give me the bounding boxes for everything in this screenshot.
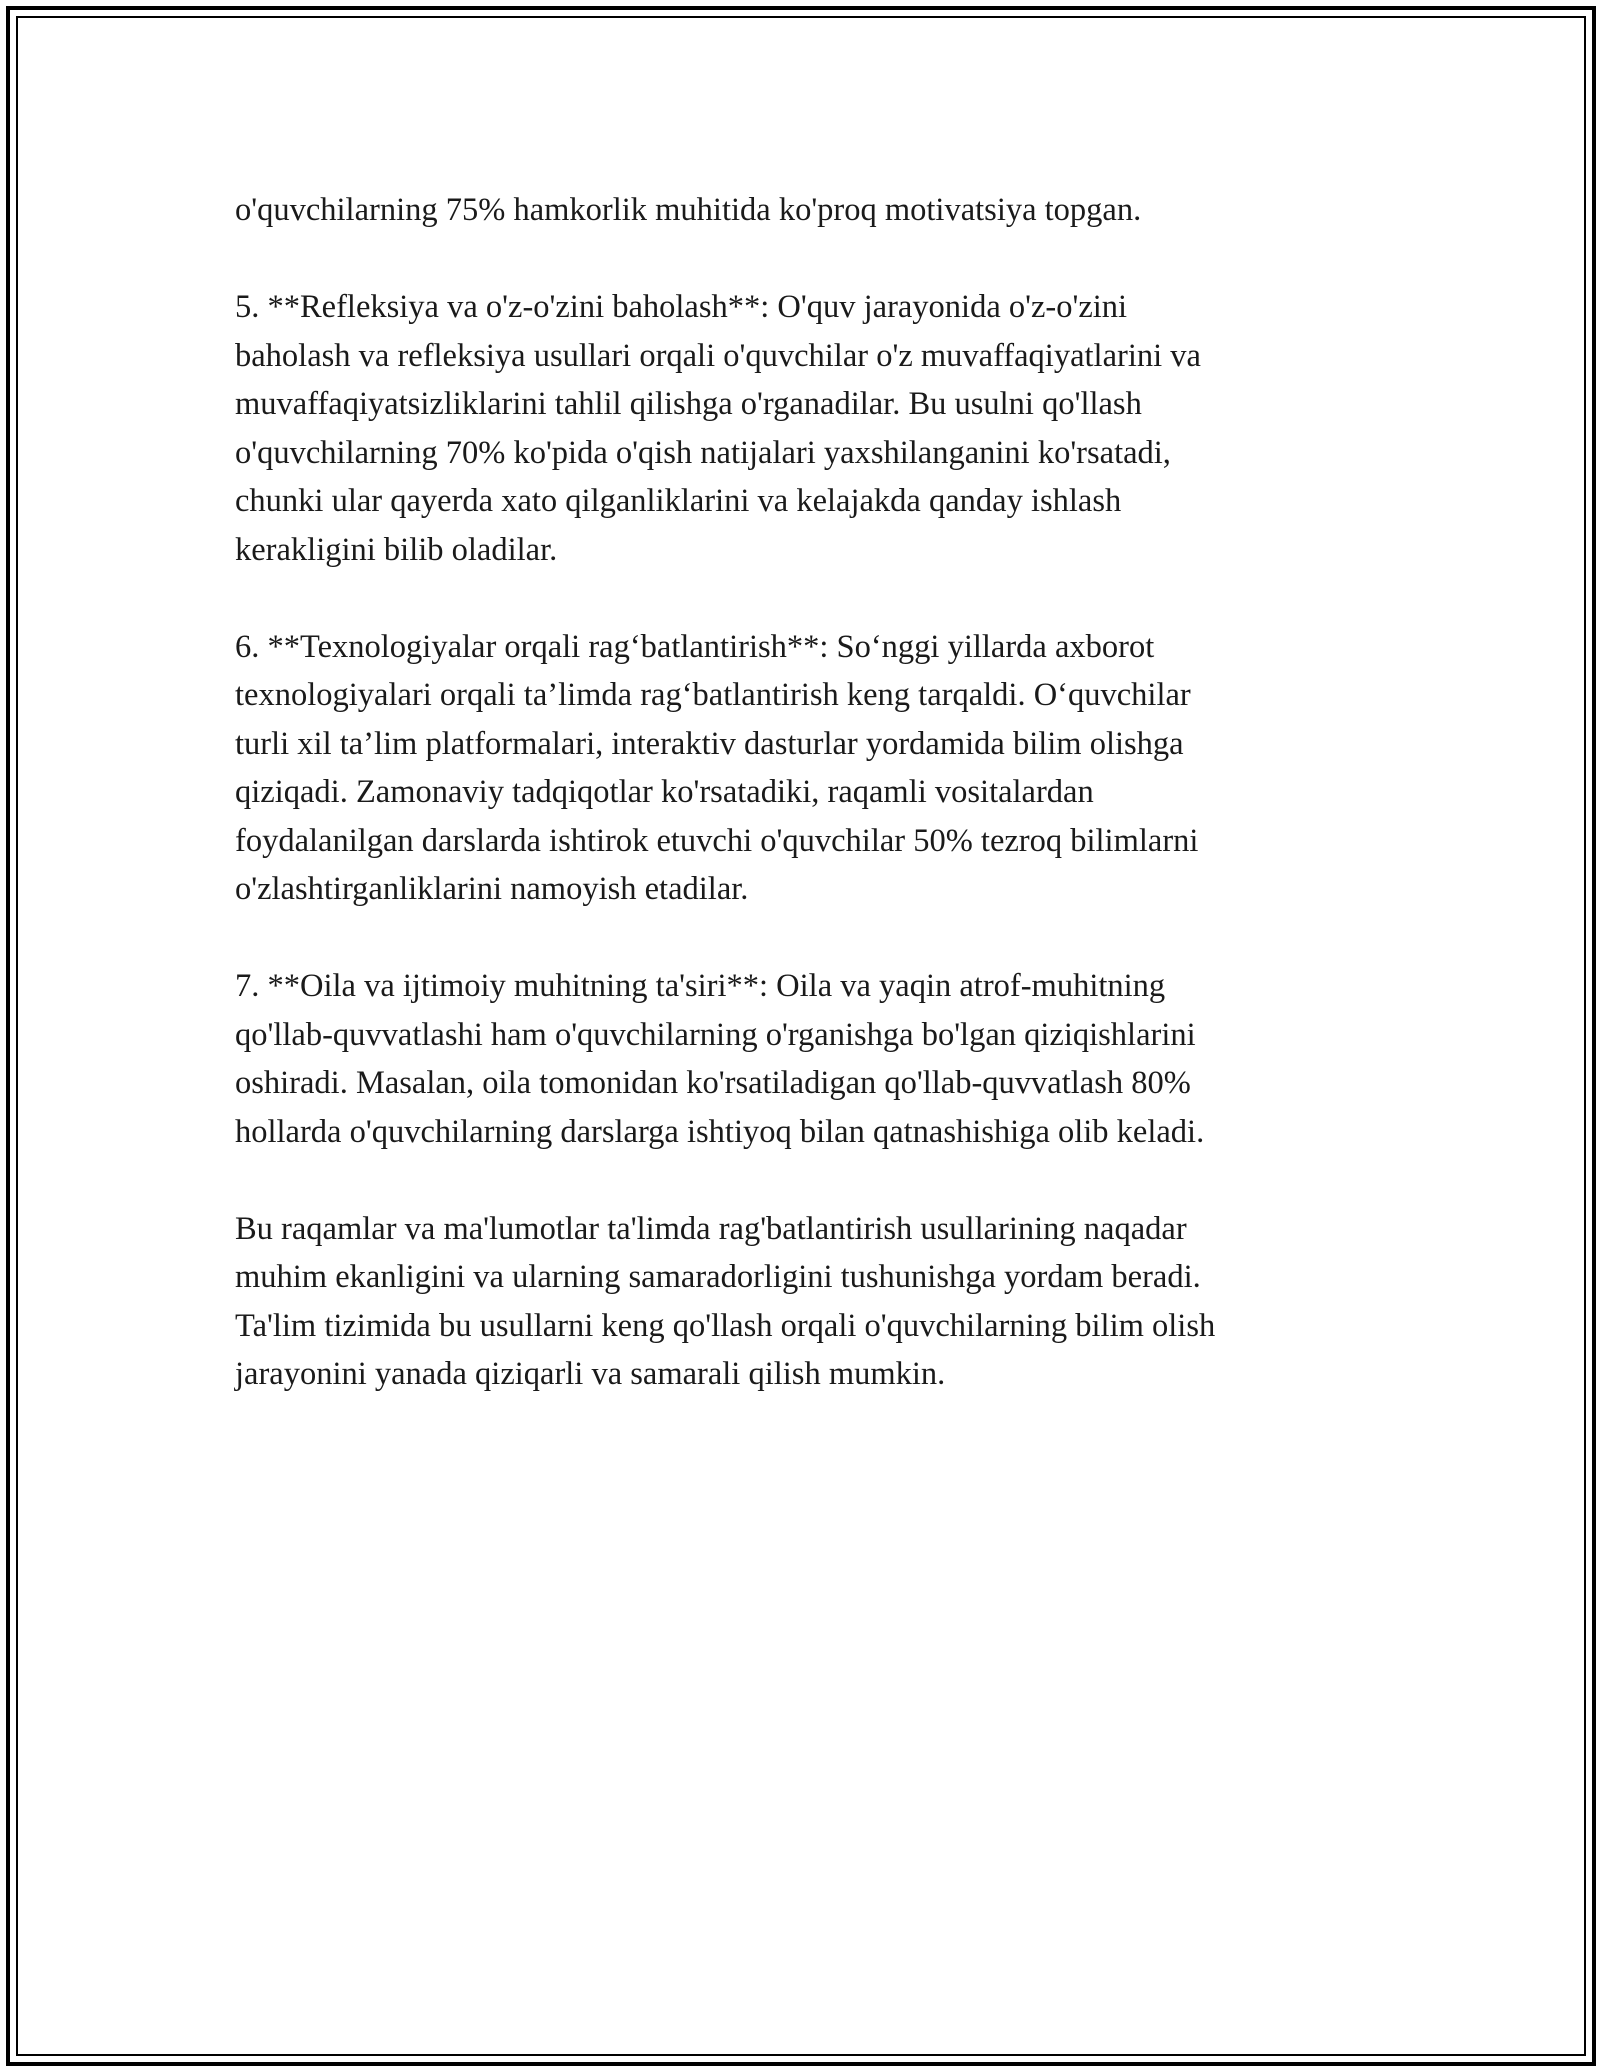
paragraph-conclusion: Bu raqamlar va ma'lumotlar ta'limda rag'batlantirish usullarining naqadar muhim ekanligini va ularning samaradorligini tushunishga yordam beradi. Ta'lim tizimida bu usullarni keng qo'llash orqali o'quvchilarning bilim olish jarayonini yanada qiziqarli va samarali qilish mumkin. (235, 1210, 1216, 1392)
paragraph-continuation: o'quvchilarning 75% hamkorlik muhitida ko'proq motivatsiya topgan. (235, 192, 1142, 228)
paragraph-item-6: 6. **Texnologiyalar orqali rag‘batlantirish**: So‘nggi yillarda axborot texnologiyalari orqali ta’limda rag‘batlantirish keng tarqaldi. O‘quvchilar turli xil ta’lim platformalari, interaktiv dasturlar yordamida bilim olishga qiziqadi. Zamonaviy tadqiqotlar ko'rsatadiki, raqamli vositalardan foydalanilgan darslarda ishtirok etuvchi o'quvchilar 50% tezroq bilimlarni o'zlashtirganliklarini namoyish etadilar. (235, 628, 1199, 907)
document-body (235, 186, 1365, 1447)
paragraph-item-7: 7. **Oila va ijtimoiy muhitning ta'siri**: Oila va yaqin atrof-muhitning qo'llab-quvvatlashi ham o'quvchilarning o'rganishga bo'lgan qiziqishlarini oshiradi. Masalan, oila tomonidan ko'rsatiladigan qo'llab-quvvatlash 80% hollarda o'quvchilarning darslarga ishtiyoq bilan qatnashishiga olib keladi. (235, 968, 1205, 1150)
paragraph-item-5: 5. **Refleksiya va o'z-o'zini baholash**: O'quv jarayonida o'z-o'zini baholash va refleksiya usullari orqali o'quvchilar o'z muvaffaqiyatlarini va muvaffaqiyatsizliklarini tahlil qilishga o'rganadilar. Bu usulni qo'llash o'quvchilarning 70% ko'pida o'qish natijalari yaxshilanganini ko'rsatadi, chunki ular qayerda xato qilganliklarini va kelajakda qanday ishlash kerakligini bilib oladilar. (235, 289, 1201, 568)
